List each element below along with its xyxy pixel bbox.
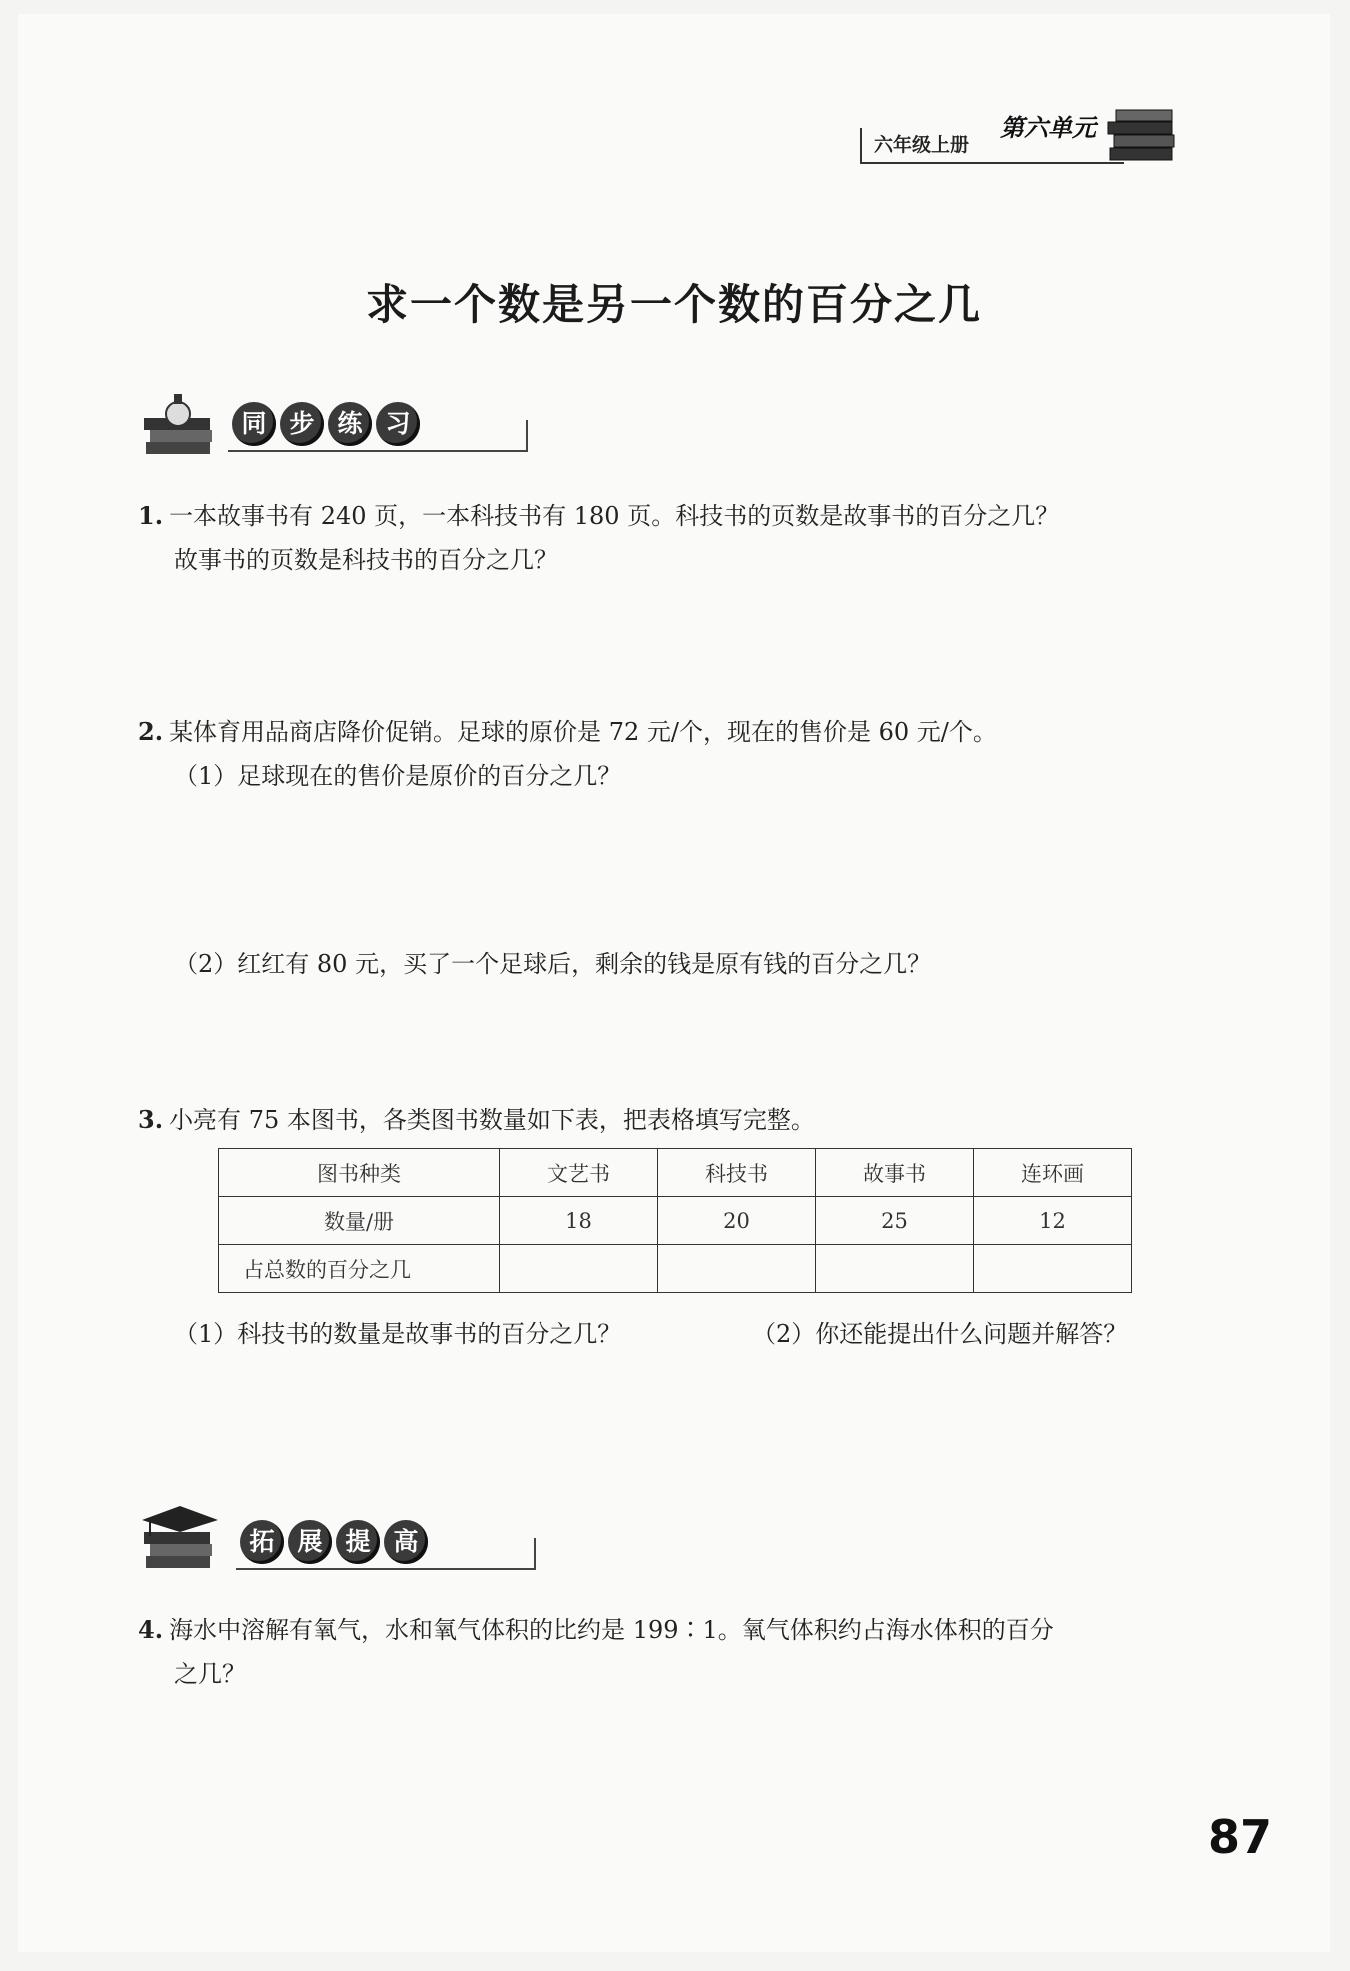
answer-cell[interactable] [500, 1245, 658, 1293]
page-number: 87 [1208, 1810, 1273, 1864]
divider [228, 450, 528, 452]
table-row [219, 1197, 1132, 1245]
books-lamp-icon [136, 390, 226, 470]
question-number: 2. [138, 717, 164, 746]
table-cell: 25 [816, 1197, 974, 1245]
question-text: 小亮有 75 本图书，各类图书数量如下表，把表格填写完整。 [169, 1106, 815, 1134]
question-text: 一本故事书有 240 页，一本科技书有 180 页。科技书的页数是故事书的百分之几？ [169, 502, 1060, 530]
sub-question: （1）足球现在的售价是原价的百分之几？ [174, 762, 622, 790]
table-cell: 12 [974, 1197, 1132, 1245]
question-text: 某体育用品商店降价促销。足球的原价是 72 元/个，现在的售价是 60 元/个。 [169, 718, 997, 746]
question-text: 之几？ [174, 1660, 246, 1688]
answer-cell[interactable] [816, 1245, 974, 1293]
table-cell: 20 [658, 1197, 816, 1245]
section-char: 提 [336, 1520, 380, 1564]
section-char: 同 [232, 402, 276, 446]
books-stack-icon [1104, 100, 1184, 170]
table-cell: 18 [500, 1197, 658, 1245]
table-row [219, 1245, 1132, 1293]
question-text: 海水中溶解有氧气，水和氧气体积的比约是 199∶1。氧气体积约占海水体积的百分 [169, 1616, 1054, 1644]
answer-cell[interactable] [658, 1245, 816, 1293]
table-cell: 图书种类 [219, 1149, 500, 1197]
table-cell: 连环画 [974, 1149, 1132, 1197]
section-char: 展 [288, 1520, 332, 1564]
divider [526, 420, 528, 452]
section-sync-practice [136, 390, 536, 460]
question-text: 故事书的页数是科技书的百分之几？ [174, 546, 558, 574]
sub-question: （1）科技书的数量是故事书的百分之几？ [174, 1320, 622, 1348]
page-title: 求一个数是另一个数的百分之几 [365, 280, 982, 329]
divider [534, 1538, 536, 1570]
book-count-table [218, 1148, 1132, 1293]
table-row [219, 1149, 1132, 1197]
sub-question: （2）你还能提出什么问题并解答？ [752, 1320, 1128, 1348]
question-2 [138, 710, 997, 798]
sub-question: （2）红红有 80 元，买了一个足球后，剩余的钱是原有钱的百分之几？ [174, 950, 932, 978]
section-title-pills [240, 1520, 432, 1564]
table-cell: 文艺书 [500, 1149, 658, 1197]
answer-cell[interactable] [974, 1245, 1132, 1293]
unit-label: 第六单元 [1000, 114, 1096, 142]
table-cell: 科技书 [658, 1149, 816, 1197]
workbook-page [18, 14, 1330, 1952]
divider [236, 1568, 536, 1570]
table-cell: 数量/册 [219, 1197, 500, 1245]
question-number: 1. [138, 501, 164, 530]
question-number: 4. [138, 1615, 164, 1644]
section-char: 习 [376, 402, 420, 446]
section-extension [136, 1502, 536, 1572]
question-1 [138, 494, 1059, 582]
section-title-pills [232, 402, 424, 446]
question-4 [138, 1608, 1054, 1696]
question-3 [138, 1098, 815, 1142]
unit-badge [860, 108, 1190, 172]
grade-label: 六年级上册 [860, 128, 1124, 164]
table-cell: 故事书 [816, 1149, 974, 1197]
table-cell: 占总数的百分之几 [219, 1245, 500, 1293]
section-char: 步 [280, 402, 324, 446]
section-char: 高 [384, 1520, 428, 1564]
section-char: 练 [328, 402, 372, 446]
books-graduation-cap-icon [136, 1502, 226, 1582]
section-char: 拓 [240, 1520, 284, 1564]
question-number: 3. [138, 1105, 164, 1134]
